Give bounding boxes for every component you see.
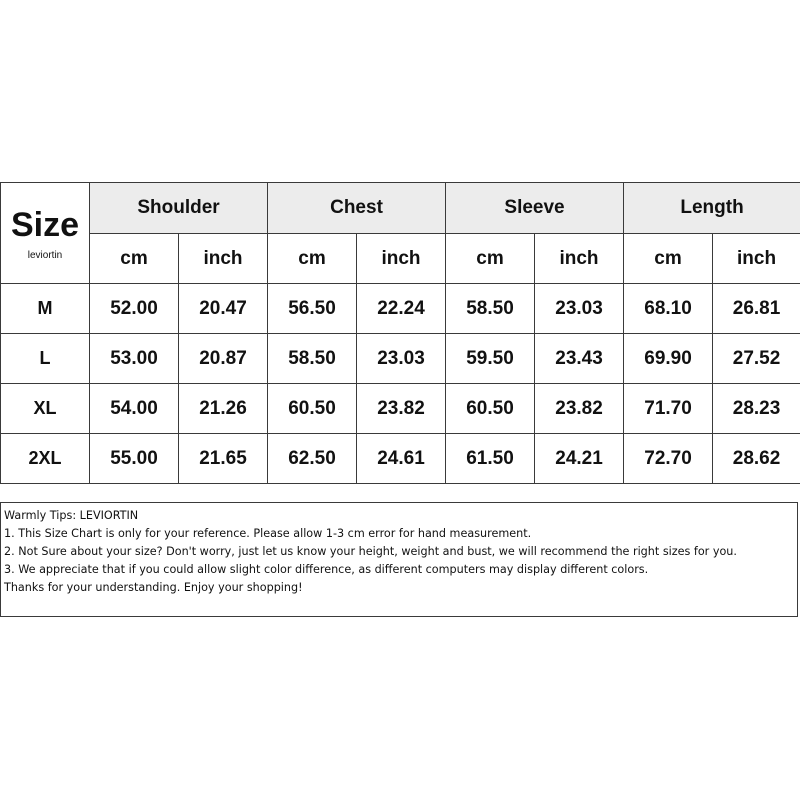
value-cell: 26.81 [713,284,800,334]
value-cell: 61.50 [446,434,535,484]
tips-title: Warmly Tips: LEVIORTIN [4,509,139,522]
value-cell: 23.82 [535,384,624,434]
unit-header-cm: cm [446,234,535,284]
value-cell: 62.50 [268,434,357,484]
value-cell: 56.50 [268,284,357,334]
value-cell: 54.00 [90,384,179,434]
unit-header-cm: cm [90,234,179,284]
tips-line-3: 3. We appreciate that if you could allow slight color difference, as different computers may display different colors. [4,563,649,576]
value-cell: 23.03 [535,284,624,334]
size-cell: L [1,334,90,384]
value-cell: 28.62 [713,434,800,484]
group-header-chest: Chest [268,183,446,234]
group-header-sleeve: Sleeve [446,183,624,234]
value-cell: 24.21 [535,434,624,484]
group-header-shoulder: Shoulder [90,183,268,234]
value-cell: 72.70 [624,434,713,484]
unit-header-inch: inch [535,234,624,284]
size-chart-table [0,182,800,484]
value-cell: 20.87 [179,334,268,384]
size-header-cell [1,183,90,284]
unit-header-row [1,234,800,284]
tips-line-1: 1. This Size Chart is only for your reference. Please allow 1-3 cm error for hand measurement. [4,527,532,540]
value-cell: 59.50 [446,334,535,384]
value-cell: 60.50 [268,384,357,434]
value-cell: 22.24 [357,284,446,334]
size-cell: XL [1,384,90,434]
value-cell: 68.10 [624,284,713,334]
unit-header-cm: cm [624,234,713,284]
size-cell: 2XL [1,434,90,484]
value-cell: 23.03 [357,334,446,384]
group-header-length: Length [624,183,800,234]
table-row [1,284,800,334]
value-cell: 69.90 [624,334,713,384]
table-row [1,434,800,484]
table-row [1,334,800,384]
value-cell: 60.50 [446,384,535,434]
group-header-row [1,183,800,234]
value-cell: 23.43 [535,334,624,384]
tips-box [0,502,798,617]
value-cell: 55.00 [90,434,179,484]
value-cell: 52.00 [90,284,179,334]
value-cell: 23.82 [357,384,446,434]
value-cell: 21.26 [179,384,268,434]
value-cell: 71.70 [624,384,713,434]
unit-header-cm: cm [268,234,357,284]
unit-header-inch: inch [179,234,268,284]
value-cell: 24.61 [357,434,446,484]
tips-line-2: 2. Not Sure about your size? Don't worry, just let us know your height, weight and bust, we will recommend the right sizes for you. [4,545,737,558]
unit-header-inch: inch [357,234,446,284]
tips-line-4: Thanks for your understanding. Enjoy your shopping! [4,581,303,594]
table-row [1,384,800,434]
value-cell: 21.65 [179,434,268,484]
value-cell: 53.00 [90,334,179,384]
value-cell: 28.23 [713,384,800,434]
unit-header-inch: inch [713,234,800,284]
value-cell: 58.50 [446,284,535,334]
size-header-label: Size [10,205,80,244]
value-cell: 20.47 [179,284,268,334]
size-cell: M [1,284,90,334]
value-cell: 27.52 [713,334,800,384]
brand-label: leviortin [27,249,63,261]
value-cell: 58.50 [268,334,357,384]
